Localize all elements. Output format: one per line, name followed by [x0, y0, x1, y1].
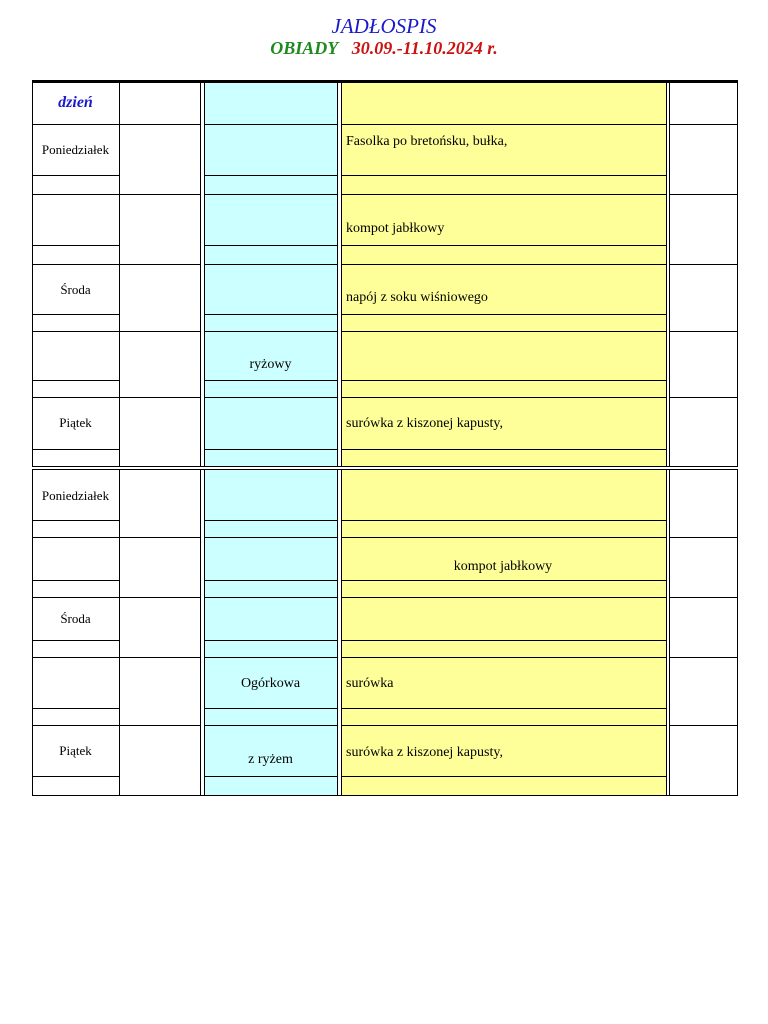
- day-label: Poniedziałek: [41, 488, 110, 503]
- menu-text: surówka: [346, 676, 394, 691]
- menu-text: surówka z kiszonej kapusty,: [346, 416, 503, 431]
- day-label: Poniedziałek: [41, 142, 110, 157]
- page-title: JADŁOSPIS: [331, 14, 437, 38]
- subtitle-label: OBIADY: [270, 38, 339, 58]
- col-empty: [119, 83, 201, 796]
- soup-text: z ryżem: [248, 752, 293, 767]
- table-bottom-border: [32, 795, 738, 796]
- menu-text: Fasolka po bretońsku, bułka,: [346, 134, 508, 149]
- col-extra: [669, 83, 738, 796]
- day-label: Piątek: [59, 743, 92, 758]
- day-label: Piątek: [59, 415, 92, 430]
- day-label: Środa: [60, 611, 91, 626]
- week-separator: [32, 466, 738, 470]
- page-subtitle: [0, 38, 768, 59]
- subtitle-dates: 30.09.-11.10.2024 r.: [351, 38, 498, 58]
- col-day: [32, 83, 120, 796]
- header-day-label: dzień: [58, 94, 93, 111]
- menu-text: kompot jabłkowy: [453, 559, 553, 574]
- menu-text: napój z soku wiśniowego: [346, 290, 488, 305]
- soup-text: Ogórkowa: [240, 676, 301, 691]
- menu-text: kompot jabłkowy: [346, 221, 445, 236]
- soup-text: ryżowy: [249, 357, 292, 372]
- day-label: Środa: [60, 282, 91, 297]
- menu-text: surówka z kiszonej kapusty,: [346, 745, 503, 760]
